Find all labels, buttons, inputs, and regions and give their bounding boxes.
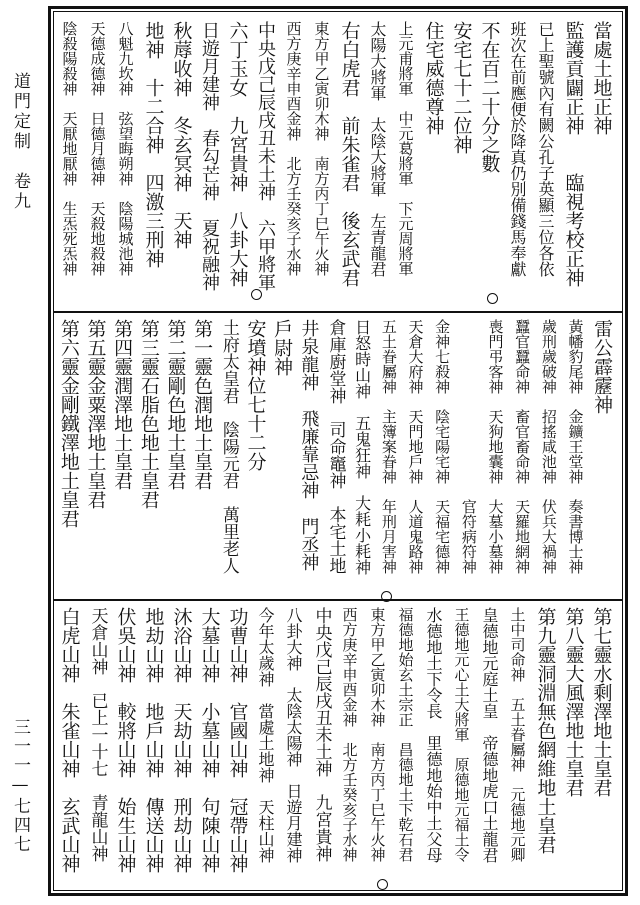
- text-column: 五土眷屬神 主簿案眷神 年刑月害神: [379, 319, 398, 574]
- text-column: 住宅威德尊神: [422, 21, 445, 135]
- band-divider: [54, 311, 622, 313]
- text-column: 福德地始玄土宗正 昌德地土下乾石君: [396, 607, 415, 862]
- text-column: 東方甲乙寅卯木神 南方丙丁巳午火神: [312, 21, 331, 276]
- text-column: 地神 十二合神 四激三刑神: [142, 21, 165, 268]
- text-column: 第九靈洞淵無色網維地土皇君: [534, 607, 557, 854]
- text-column: 皇德地元庭土皇 帝德地虎口土龍君: [480, 607, 499, 863]
- text-column: 西方庚辛申酉金神 北方壬癸亥子水神: [284, 21, 303, 276]
- text-column: 不在百二十分之數: [478, 21, 501, 173]
- text-column: 已上聖號內有闕公孔子英顯三位各依: [536, 21, 555, 277]
- text-column: 第四靈潤澤地土皇君: [111, 319, 134, 490]
- text-column: 六丁玉女 九宮貴神 八卦大神: [226, 21, 249, 287]
- text-column: 陰殺陽殺神 天厭地厭神 生炁死炁神: [60, 21, 79, 276]
- text-column: 戶尉神: [271, 319, 294, 376]
- text-column: 喪門弔客神 天狗地囊神 大墓小墓神: [486, 319, 505, 574]
- text-column: 王德地元心土大將軍 原德地元福土令: [452, 607, 471, 862]
- punctuation-circle: [487, 293, 498, 304]
- text-column: 太陽大將軍 太陰大將軍 左青龍君: [368, 21, 387, 277]
- page-margin: [0, 0, 40, 905]
- register-top: [51, 17, 625, 309]
- text-column: 官符病符神: [459, 319, 478, 574]
- text-column: 天德成德神 日德月德神 天殺地殺神: [88, 21, 107, 276]
- text-column: 白虎山神 朱雀山神 玄武山神: [58, 607, 81, 873]
- text-column: 蠶官蠶命神 畜官畜命神 天羅地網神: [513, 319, 532, 574]
- text-column: 八魁九坎神 弦望晦朔神 陰陽城池神: [116, 21, 135, 276]
- text-column: 安宅七十二位神: [450, 21, 473, 154]
- register-middle: [51, 315, 625, 597]
- register-bottom: [51, 603, 625, 891]
- punctuation-circle: [377, 879, 388, 890]
- text-column: 日怒時山神 五鬼狂神 大耗小耗神: [352, 319, 372, 575]
- text-column: 伏吳山神 較將山神 始生山神: [114, 607, 137, 873]
- text-column: 黃幡豹尾神 金鑛王堂神 奏書博士神: [566, 319, 585, 574]
- text-column: 上元甫將軍 中元葛將軍 下元周將軍: [396, 21, 415, 276]
- text-column: 西方庚辛申酉金神 北方壬癸亥子水神: [340, 607, 359, 862]
- text-column: 井泉龍神 飛廉靠忌神 門丞神: [298, 319, 320, 571]
- text-column: 監護貢闢正神 臨視考校正神: [562, 21, 585, 287]
- text-column: 第二靈剛色地土皇君: [164, 319, 187, 490]
- text-frame: [48, 6, 628, 896]
- text-column: 地劫山神 地戶山神 傳送山神: [142, 607, 165, 873]
- book-title: 道門定制 卷九: [10, 72, 30, 212]
- text-column: 土府太皇君 陰陽元君 萬里老人: [218, 319, 239, 574]
- text-column: 當處土地正神: [590, 21, 613, 135]
- text-column: 天倉山神 已上一十七 青龍山神: [87, 607, 108, 862]
- punctuation-circle: [251, 289, 262, 300]
- text-column: 歲刑歲破神 招搖咸池神 伏兵大禍神: [539, 319, 558, 574]
- text-column: 第五靈金粟澤地土皇君: [84, 319, 107, 509]
- text-column: 第三靈石脂色地土皇君: [137, 319, 160, 509]
- text-column: 天倉大府神 天門地戶神 人道鬼路神: [406, 319, 425, 574]
- text-column: 日遊月建神 春勾芒神 夏祝融神: [199, 21, 220, 291]
- text-column: 中央戊己辰戌丑未土神 九宮貴神: [311, 607, 332, 862]
- text-column: 水德地土下令長 里德地始中土父母: [424, 607, 443, 863]
- text-column: 八卦大神 太陰太陽神 日遊月建神: [284, 607, 303, 863]
- text-column: 東方甲乙寅卯木神 南方丙丁巳午火神: [368, 607, 387, 862]
- band-divider: [54, 599, 622, 601]
- text-column: 倉庫廚堂神 司命竈神 本宅土地: [325, 319, 346, 574]
- text-column: 第八靈大風澤地土皇君: [562, 607, 585, 797]
- text-column: 功曹山神 官國山神 冠帶山神: [226, 607, 249, 873]
- text-column: 右白虎君 前朱雀君 後玄武君: [338, 21, 361, 287]
- text-column: 雷公霹靂神: [591, 319, 614, 414]
- text-column: 班次在前應便於降真仍別備錢馬奉獻: [508, 21, 527, 277]
- text-column: 沐浴山神 天劫山神 刑劫山神: [170, 607, 193, 873]
- text-column: 金神七殺神 陰宅陽宅神 天福宅德神: [433, 319, 452, 574]
- text-column: 土中司命神 五土眷屬神 元德地元卿: [508, 607, 527, 862]
- text-column: 大墓山神 小墓山神 句陳山神: [198, 607, 221, 873]
- text-column: 第七靈水剩澤地土皇君: [590, 607, 613, 797]
- text-column: 第一靈色潤地土皇君: [191, 319, 214, 490]
- text-column: 第六靈金剛鐵澤地土皇君: [57, 319, 80, 528]
- text-column: 安墳神位七十二分: [244, 319, 267, 471]
- text-column: 今年太歲神 當處土地神 天柱山神: [256, 607, 275, 863]
- text-column: 秋蓐收神 冬玄冥神 天神: [170, 21, 193, 249]
- page-number: 三一一—七四七: [10, 718, 30, 854]
- text-column: 中央戊己辰戌丑未土神 六甲將軍: [255, 21, 276, 291]
